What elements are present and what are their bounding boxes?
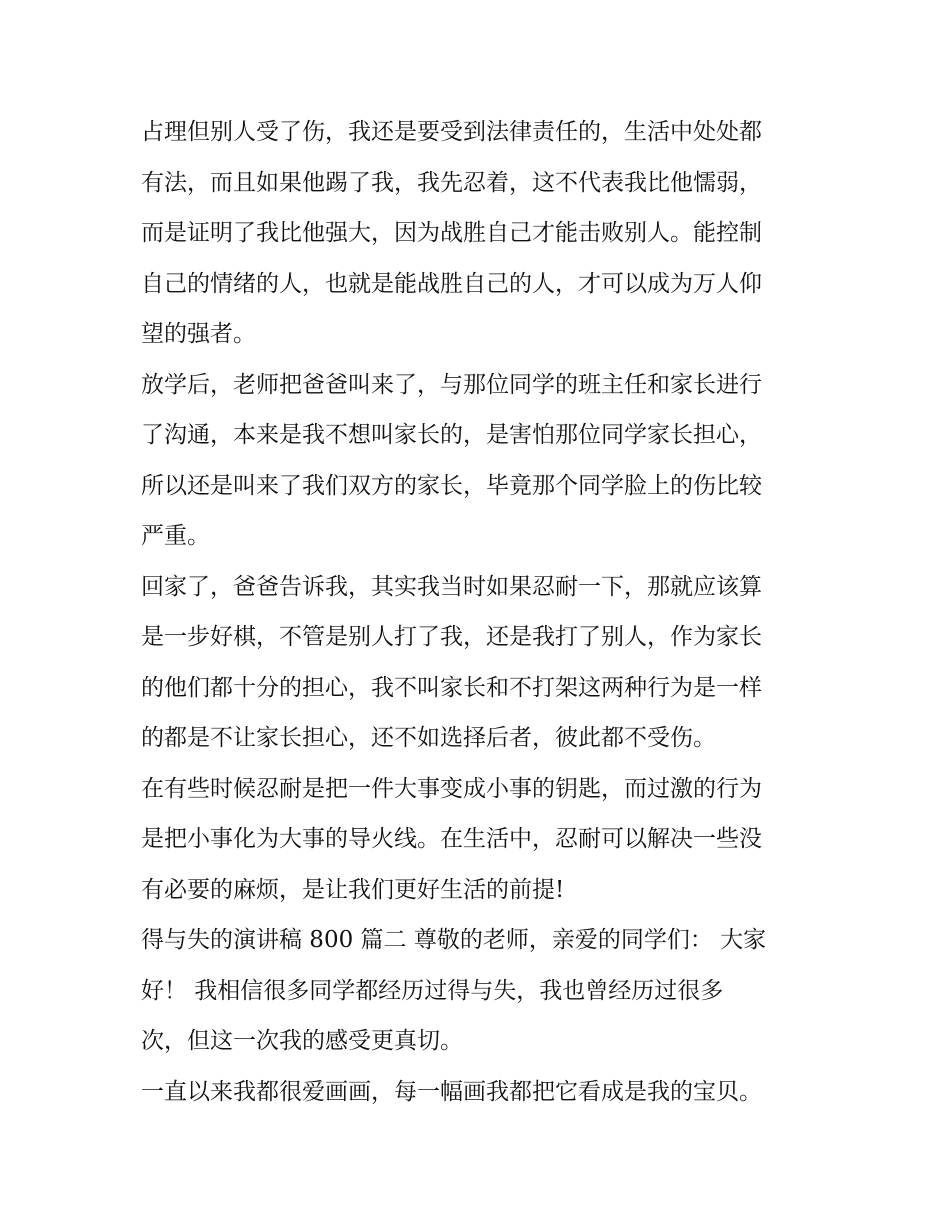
text-line: 是一步好棋，不管是别人打了我，还是我打了别人，作为家长 xyxy=(141,624,762,650)
text-line: 有法，而且如果他踢了我，我先忍着，这不代表我比他懦弱， xyxy=(141,169,762,196)
text-line: 次，但这一次我的感受更真切。 xyxy=(141,1028,463,1054)
text-line: 回家了，爸爸告诉我，其实我当时如果忍耐一下，那就应该算 xyxy=(141,573,762,600)
body-text xyxy=(141,107,821,1117)
text-line: 严重。 xyxy=(141,523,210,549)
text-line: 在有些时候忍耐是把一件大事变成小事的钥匙，而过激的行为 xyxy=(141,775,762,802)
text-line: 有必要的麻烦，是让我们更好生活的前提! xyxy=(141,876,565,903)
text-line: 一直以来我都很爱画画，每一幅画我都把它看成是我的宝贝。 xyxy=(141,1078,762,1105)
text-line: 放学后，老师把爸爸叫来了，与那位同学的班主任和家长进行 xyxy=(141,371,762,398)
text-line: 所以还是叫来了我们双方的家长，毕竟那个同学脸上的伤比较 xyxy=(141,472,762,499)
text-line: 是把小事化为大事的导火线。在生活中，忍耐可以解决一些没 xyxy=(141,826,762,852)
text-line: 的都是不让家长担心，还不如选择后者，彼此都不受伤。 xyxy=(141,725,716,751)
text-line: 了沟通，本来是我不想叫家长的，是害怕那位同学家长担心， xyxy=(141,422,762,448)
text-line: 望的强者。 xyxy=(141,321,256,347)
text-line: 得与失的演讲稿 800 篇二 尊敬的老师，亲爱的同学们： 大家 xyxy=(141,927,767,953)
text-line: 而是证明了我比他强大，因为战胜自己才能击败别人。能控制 xyxy=(141,220,762,246)
text-line: 占理但别人受了伤，我还是要受到法律责任的，生活中处处都 xyxy=(141,119,762,145)
text-line: 好！ 我相信很多同学都经历过得与失，我也曾经历过很多 xyxy=(141,977,724,1004)
text-line: 自己的情绪的人，也就是能战胜自己的人，才可以成为万人仰 xyxy=(141,270,762,297)
text-line: 的他们都十分的担心，我不叫家长和不打架这两种行为是一样 xyxy=(141,674,762,701)
